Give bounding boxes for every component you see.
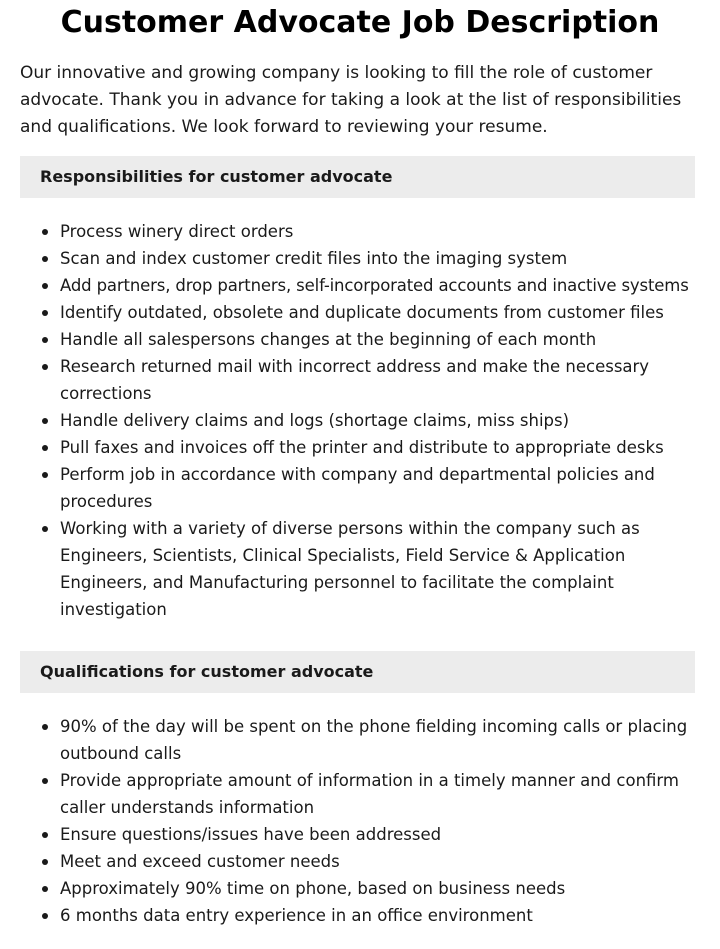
list-item: 6 months data entry experience in an office environment (60, 902, 720, 929)
section-spacer (0, 623, 720, 636)
bullet-icon (42, 364, 48, 370)
list-item: Process winery direct orders (60, 218, 720, 245)
bullet-icon (42, 310, 48, 316)
bullet-icon (42, 778, 48, 784)
list-item: Perform job in accordance with company and departmental policies and procedures (60, 461, 720, 515)
bullet-icon (42, 859, 48, 865)
list-item: Scan and index customer credit files into the imaging system (60, 245, 720, 272)
intro-paragraph: Our innovative and growing company is looking to fill the role of customer advocate. Thank you in advance for taking a look at the list of responsibilities and qualifications. We look forward to reviewing your resume. (20, 63, 682, 137)
list-item: Handle delivery claims and logs (shortage claims, miss ships) (60, 407, 720, 434)
responsibilities-heading: Responsibilities for customer advocate (20, 156, 695, 198)
list-item: Identify outdated, obsolete and duplicate documents from customer files (60, 299, 720, 326)
bullet-icon (42, 283, 48, 289)
bullet-icon (42, 724, 48, 730)
bullet-icon (42, 913, 48, 919)
page-title: Customer Advocate Job Description (60, 5, 660, 40)
bullet-icon (42, 256, 48, 262)
list-item: Provide appropriate amount of information in a timely manner and confirm caller understands information (60, 767, 720, 821)
list-item: Research returned mail with incorrect address and make the necessary corrections (60, 353, 720, 407)
list-item: 90% of the day will be spent on the phone fielding incoming calls or placing outbound calls (60, 713, 720, 767)
list-item: Approximately 90% time on phone, based on business needs (60, 875, 720, 902)
bullet-icon (42, 832, 48, 838)
bullet-icon (42, 418, 48, 424)
bullet-icon (42, 337, 48, 343)
bullet-icon (42, 229, 48, 235)
bullet-icon (42, 886, 48, 892)
list-item: Working with a variety of diverse persons within the company such as Engineers, Scientists, Clinical Specialists, Field Service & Application Engineers, and Manufacturing personnel to facilitate the complaint investigation (60, 515, 720, 623)
list-item: Pull faxes and invoices off the printer and distribute to appropriate desks (60, 434, 720, 461)
list-item: Ensure questions/issues have been addressed (60, 821, 720, 848)
bullet-icon (42, 526, 48, 532)
qualifications-heading: Qualifications for customer advocate (20, 651, 695, 693)
qualifications-list (0, 693, 720, 929)
list-item: Meet and exceed customer needs (60, 848, 720, 875)
bullet-icon (42, 445, 48, 451)
list-item: Handle all salespersons changes at the beginning of each month (60, 326, 720, 353)
bullet-icon (42, 472, 48, 478)
responsibilities-list (0, 198, 720, 623)
list-item: Add partners, drop partners, self-incorporated accounts and inactive systems (60, 272, 720, 299)
